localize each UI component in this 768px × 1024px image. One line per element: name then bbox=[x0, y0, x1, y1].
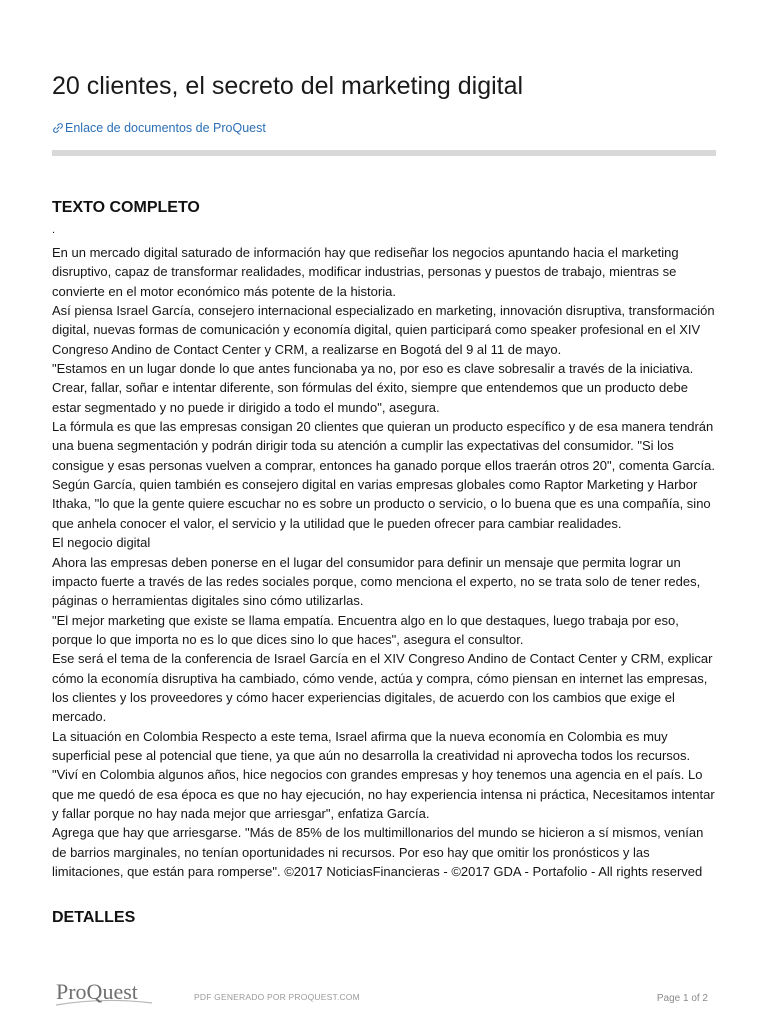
full-text-body bbox=[52, 243, 716, 881]
header-divider bbox=[52, 150, 716, 156]
paragraph: Según García, quien también es consejero digital en varias empresas globales como Raptor Marketing y Harbor Ithaka, "lo que la gente quiere escuchar no es sobre un producto o servicio, o lo buena que es una compañía, sino que anhela conocer el valor, el servicio y la utilidad que le pueden ofrecer para cambiar realidades. bbox=[52, 477, 711, 531]
paragraph: Agrega que hay que arriesgarse. "Más de 85% de los multimillonarios del mundo se hicieron a sí mismos, venían de barrios marginales, no tenían oportunidades ni recursos. Por eso hay que omitir los pronósticos y las limitaciones, que están para romperse". ©2017 NoticiasFinancieras - ©2017 GDA - Portafolio - All rights reserved bbox=[52, 825, 704, 879]
link-icon bbox=[52, 122, 64, 134]
paragraph: Así piensa Israel García, consejero internacional especializado en marketing, innovación disruptiva, transformación digital, nuevas formas de comunicación y economía digital, quien participará como speaker profesional en el XIV Congreso Andino de Contact Center y CRM, a realizarse en Bogotá del 9 al 11 de mayo. bbox=[52, 303, 715, 357]
page-number: Page 1 of 2 bbox=[656, 993, 708, 1004]
paragraph: "El mejor marketing que existe se llama empatía. Encuentra algo en lo que destaques, luego trabaja por eso, porque lo que importa no es lo que dices sino lo que haces", asegura el consultor. bbox=[52, 612, 679, 647]
proquest-logo bbox=[52, 975, 156, 1011]
proquest-logo-text: ProQuest bbox=[56, 979, 138, 1004]
document-title: 20 clientes, el secreto del marketing digital bbox=[52, 72, 524, 100]
subheading: El negocio digital bbox=[52, 535, 151, 551]
paragraph: Ahora las empresas deben ponerse en el lugar del consumidor para definir un mensaje que permita lograr un impacto fuerte a través de las redes sociales porque, como menciona el experto, no se trata solo de tener redes, páginas o herramientas digitales sino cómo utilizarlas. bbox=[52, 554, 701, 609]
paragraph: "Estamos en un lugar donde lo que antes funcionaba ya no, por eso es clave sobresalir a través de la iniciativa. Crear, fallar, soñar e intentar diferente, son fórmulas del éxito, siempre que entendemos que un producto debe estar segmentado y no puede ir dirigido a todo el mundo", asegura. bbox=[52, 361, 694, 415]
text-marker: . bbox=[52, 224, 56, 236]
details-heading: DETALLES bbox=[52, 909, 136, 926]
paragraph: "Viví en Colombia algunos años, hice negocios con grandes empresas y hoy tenemos una agencia en el país. Lo que me quedó de esa época es que no hay ejecución, no hay experiencia intensa ni práctica, Necesitamos intentar y fallar porque no hay nada mejor que arriesgar", enfatiza García. bbox=[52, 767, 715, 821]
paragraph: La situación en Colombia Respecto a este tema, Israel afirma que la nueva economía en Colombia es muy superficial pese al potencial que tiene, ya que aún no desarrolla la creatividad ni aprovecha todos los recursos. bbox=[52, 728, 691, 763]
paragraph: En un mercado digital saturado de información hay que rediseñar los negocios apuntando hacia el marketing disruptivo, capaz de transformar realidades, modificar industrias, personas y puestos de trabajo, mientras se convierte en el motor económico más potente de la historia. bbox=[52, 245, 679, 299]
generated-by-text: PDF GENERADO POR PROQUEST.COM bbox=[194, 992, 360, 1002]
full-text-heading: TEXTO COMPLETO bbox=[52, 199, 200, 216]
proquest-link-label: Enlace de documentos de ProQuest bbox=[65, 121, 266, 135]
paragraph: Ese será el tema de la conferencia de Israel García en el XIV Congreso Andino de Contact Center y CRM, explicar cómo la economía disruptiva ha cambiado, cómo vende, actúa y compra, cómo piensan en internet las empresas, los clientes y los proveedores y cómo hacer experiencias digitales, de acuerdo con los cambios que exige el mercado. bbox=[52, 651, 713, 725]
paragraph: La fórmula es que las empresas consigan 20 clientes que quieran un producto específico y de esa manera tendrán una buena segmentación y podrán dirigir toda su atención a cumplir las expectativas del consumidor. "Si los consigue y esas personas vuelven a comprar, entonces ha ganado porque ellos traerán otros 20", comenta García. bbox=[52, 419, 715, 473]
proquest-document-link[interactable] bbox=[52, 121, 266, 135]
